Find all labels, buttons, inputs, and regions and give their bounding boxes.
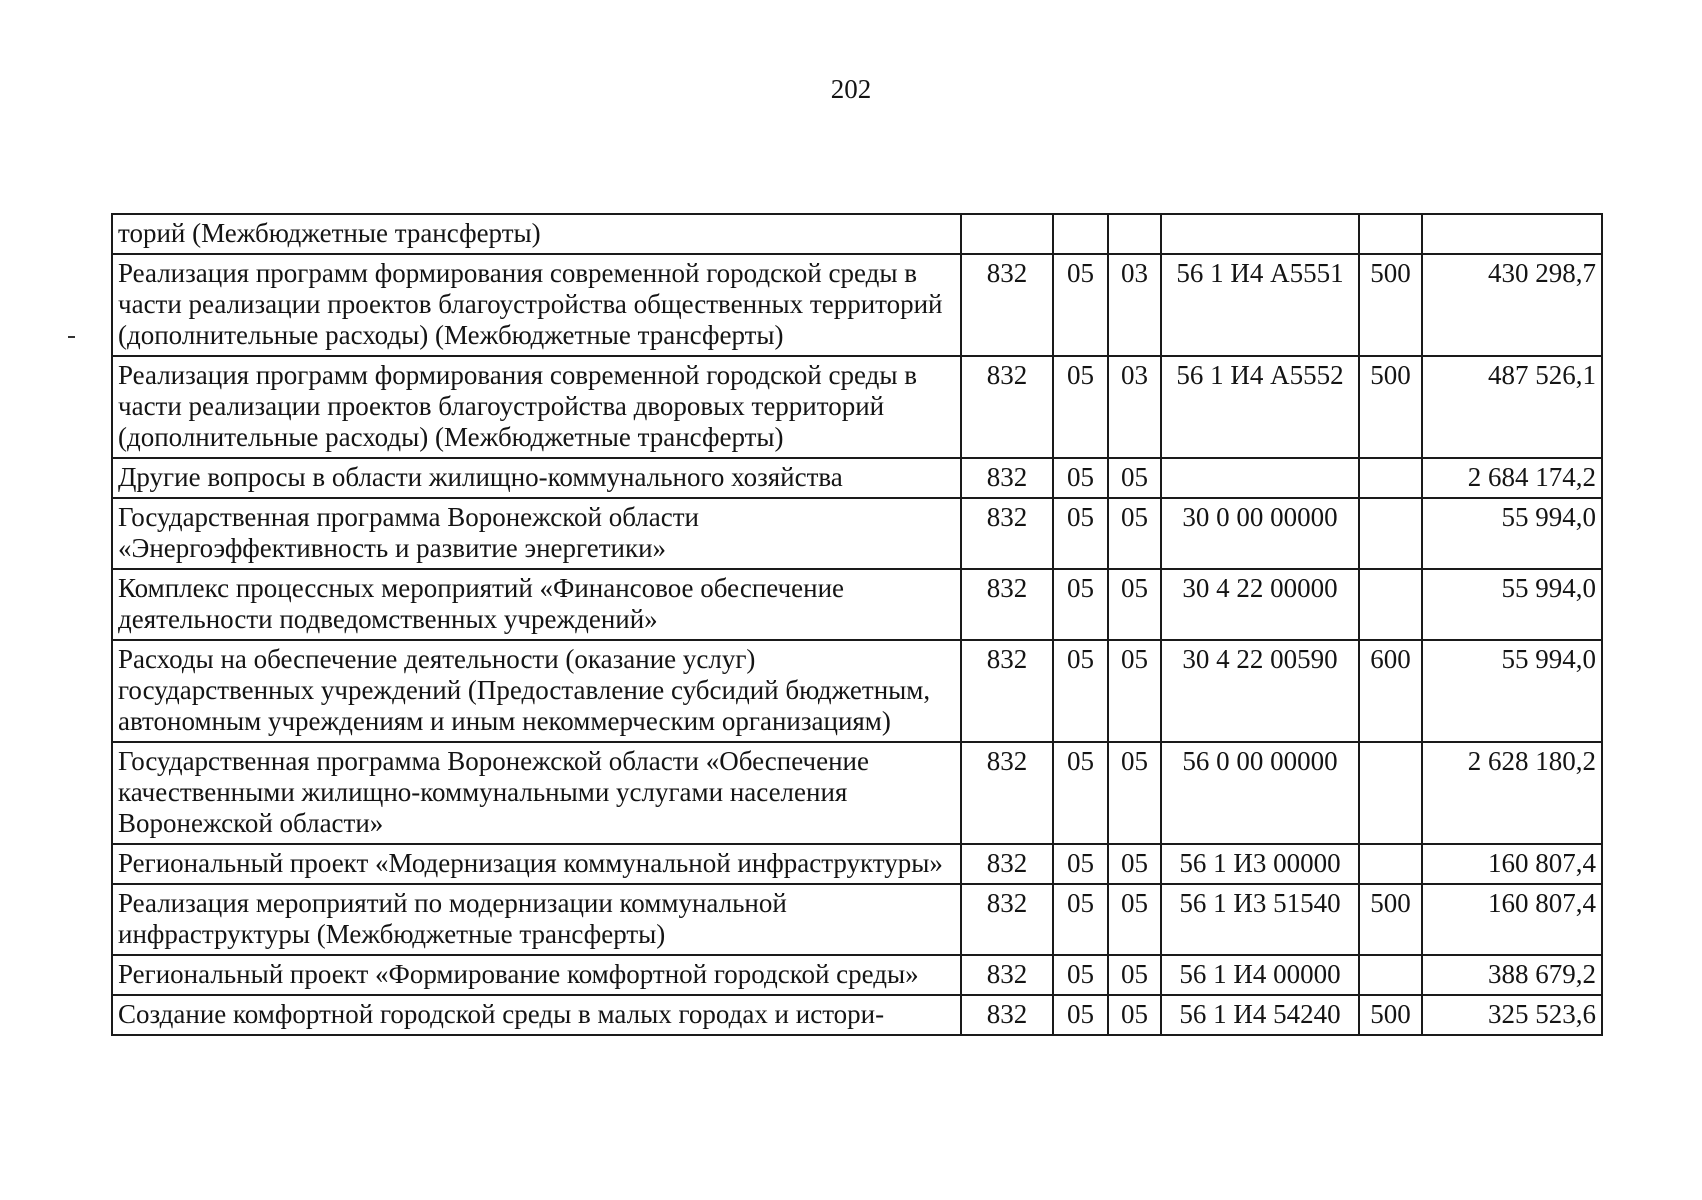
row-csr: 30 4 22 00590 [1161,640,1359,742]
page-number: 202 [830,74,872,104]
row-vr [1359,498,1422,569]
row-name: Реализация программ формирования современной городской среды в части реализации проектов благоустройства общественных территорий (дополнительные расходы) (Межбюджетные трансферты) [112,254,961,356]
row-rz: 05 [1053,844,1108,884]
row-rz: 05 [1053,569,1108,640]
scan-artifact-mark [68,336,75,338]
row-gr: 832 [961,640,1053,742]
row-name: Расходы на обеспечение деятельности (оказание услуг) государственных учреждений (Предоставление субсидий бюджетным, автономным учреждениям и иным некоммерческим организациям) [112,640,961,742]
table-row [112,356,1602,458]
row-amount: 487 526,1 [1422,356,1602,458]
row-vr [1359,742,1422,844]
row-pr: 05 [1108,498,1161,569]
row-pr [1108,214,1161,254]
row-gr: 832 [961,498,1053,569]
row-csr: 56 1 И4 54240 [1161,995,1359,1035]
table-row [112,640,1602,742]
row-name: торий (Межбюджетные трансферты) [112,214,961,254]
row-csr: 30 0 00 00000 [1161,498,1359,569]
row-name: Региональный проект «Формирование комфортной городской среды» [112,955,961,995]
row-gr: 832 [961,844,1053,884]
row-vr [1359,955,1422,995]
row-rz: 05 [1053,742,1108,844]
row-amount: 325 523,6 [1422,995,1602,1035]
row-pr: 05 [1108,844,1161,884]
row-vr: 500 [1359,884,1422,955]
row-name: Реализация мероприятий по модернизации коммунальной инфраструктуры (Межбюджетные трансферты) [112,884,961,955]
row-vr: 600 [1359,640,1422,742]
row-vr: 500 [1359,995,1422,1035]
row-rz [1053,214,1108,254]
row-csr [1161,458,1359,498]
row-csr: 56 1 И4 00000 [1161,955,1359,995]
row-name: Региональный проект «Модернизация коммунальной инфраструктуры» [112,844,961,884]
row-amount: 2 684 174,2 [1422,458,1602,498]
row-rz: 05 [1053,356,1108,458]
row-rz: 05 [1053,995,1108,1035]
table-row [112,458,1602,498]
row-gr: 832 [961,458,1053,498]
row-amount: 160 807,4 [1422,884,1602,955]
row-csr: 56 1 И3 51540 [1161,884,1359,955]
row-amount: 430 298,7 [1422,254,1602,356]
row-rz: 05 [1053,458,1108,498]
table-row [112,214,1602,254]
row-vr: 500 [1359,254,1422,356]
row-rz: 05 [1053,884,1108,955]
row-vr [1359,458,1422,498]
table-row [112,569,1602,640]
row-amount [1422,214,1602,254]
row-rz: 05 [1053,498,1108,569]
row-gr: 832 [961,254,1053,356]
table-row [112,844,1602,884]
row-name: Комплекс процессных мероприятий «Финансовое обеспечение деятельности подведомственных учреждений» [112,569,961,640]
row-csr [1161,214,1359,254]
row-gr: 832 [961,884,1053,955]
table-row [112,955,1602,995]
row-name: Государственная программа Воронежской области «Обеспечение качественными жилищно-коммунальными услугами населения Воронежской области» [112,742,961,844]
row-amount: 160 807,4 [1422,844,1602,884]
row-vr [1359,569,1422,640]
row-pr: 05 [1108,569,1161,640]
row-gr: 832 [961,955,1053,995]
row-amount: 55 994,0 [1422,640,1602,742]
row-rz: 05 [1053,955,1108,995]
row-amount: 55 994,0 [1422,569,1602,640]
row-amount: 55 994,0 [1422,498,1602,569]
table-row [112,884,1602,955]
table-row [112,254,1602,356]
row-vr: 500 [1359,356,1422,458]
row-name: Другие вопросы в области жилищно-коммунального хозяйства [112,458,961,498]
row-vr [1359,214,1422,254]
row-pr: 05 [1108,742,1161,844]
row-amount: 388 679,2 [1422,955,1602,995]
row-gr [961,214,1053,254]
row-name: Государственная программа Воронежской области «Энергоэффективность и развитие энергетики» [112,498,961,569]
row-csr: 30 4 22 00000 [1161,569,1359,640]
row-gr: 832 [961,356,1053,458]
row-csr: 56 0 00 00000 [1161,742,1359,844]
row-pr: 03 [1108,356,1161,458]
row-csr: 56 1 И4 А5552 [1161,356,1359,458]
row-pr: 03 [1108,254,1161,356]
row-vr [1359,844,1422,884]
row-pr: 05 [1108,458,1161,498]
budget-table [111,213,1603,1036]
row-pr: 05 [1108,955,1161,995]
row-rz: 05 [1053,254,1108,356]
row-amount: 2 628 180,2 [1422,742,1602,844]
row-name: Создание комфортной городской среды в малых городах и истори- [112,995,961,1035]
row-name: Реализация программ формирования современной городской среды в части реализации проектов благоустройства дворовых территорий (дополнительные расходы) (Межбюджетные трансферты) [112,356,961,458]
row-csr: 56 1 И3 00000 [1161,844,1359,884]
table-row [112,995,1602,1035]
row-gr: 832 [961,995,1053,1035]
row-rz: 05 [1053,640,1108,742]
table-row [112,498,1602,569]
row-pr: 05 [1108,995,1161,1035]
table-row [112,742,1602,844]
row-csr: 56 1 И4 А5551 [1161,254,1359,356]
row-gr: 832 [961,742,1053,844]
row-gr: 832 [961,569,1053,640]
row-pr: 05 [1108,884,1161,955]
row-pr: 05 [1108,640,1161,742]
